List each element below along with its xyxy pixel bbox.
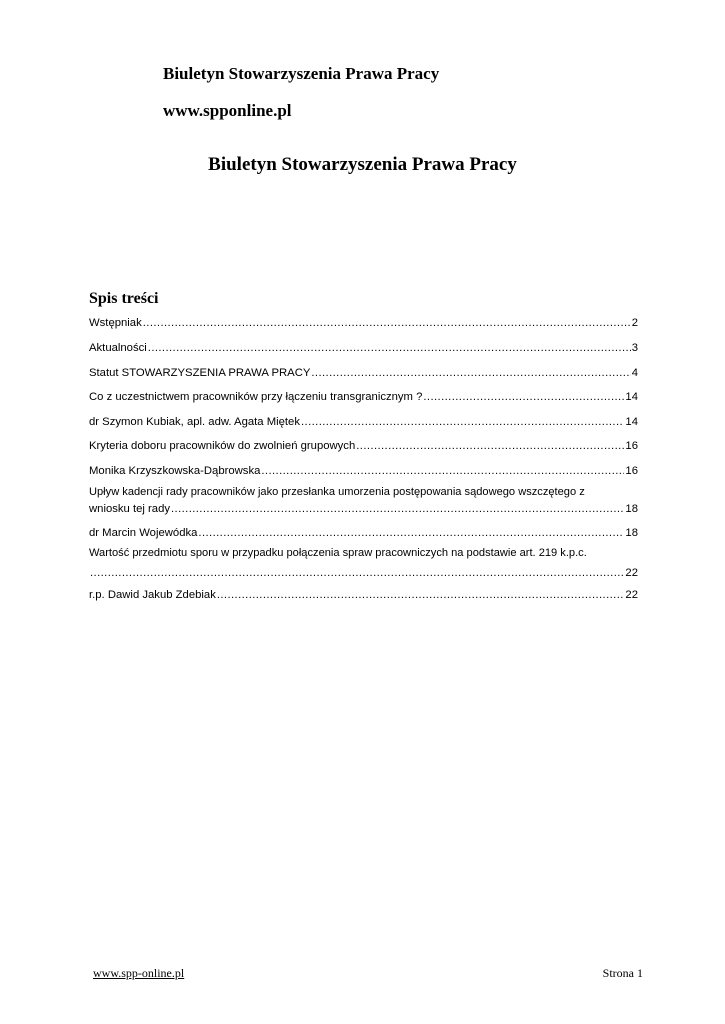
toc-entry-page: 22	[625, 589, 638, 601]
toc-entry-page: 16	[625, 440, 638, 452]
toc-entry-title: r.p. Dawid Jakub Zdebiak	[89, 589, 216, 601]
toc-entry-page: 22	[625, 567, 638, 579]
toc-entry-page: 16	[625, 465, 638, 477]
toc-entry-page: 18	[625, 503, 638, 515]
toc-entry-page: 14	[625, 416, 638, 428]
toc-leader	[148, 341, 631, 355]
toc-entry-zdebiak[interactable]	[89, 588, 638, 602]
toc-entry-wojewodka[interactable]	[89, 526, 638, 540]
toc-entry-uplyw-line1[interactable]: Upływ kadencji rady pracowników jako przesłanka umorzenia postępowania sądowego wszczętego z	[89, 486, 585, 498]
toc-entry-title: Kryteria doboru pracowników do zwolnień grupowych	[89, 440, 356, 452]
toc-leader	[301, 415, 624, 429]
toc-entry-page: 4	[631, 367, 638, 379]
toc-leader	[423, 390, 624, 404]
footer-page-number: Strona 1	[602, 966, 643, 980]
footer-website-link[interactable]: www.spp-online.pl	[93, 966, 185, 980]
toc-entry-aktualnosci[interactable]	[89, 341, 638, 355]
toc-entry-statut[interactable]	[89, 366, 638, 380]
toc-leader	[171, 502, 624, 516]
header-website: www.spponline.pl	[163, 101, 292, 120]
toc-leader	[356, 439, 624, 453]
toc-entry-page: 14	[625, 391, 638, 403]
toc-leader	[311, 366, 630, 380]
document-title: Biuletyn Stowarzyszenia Prawa Pracy	[208, 154, 517, 175]
toc-entry-title: Aktualności	[89, 342, 147, 354]
toc-entry-title: Statut STOWARZYSZENIA PRAWA PRACY	[89, 367, 311, 379]
toc-entry-page: 3	[631, 342, 638, 354]
toc-entry-wstepniak[interactable]	[89, 316, 638, 330]
toc-entry-title: wniosku tej rady	[89, 503, 170, 515]
toc-entry-uplyw[interactable]	[89, 502, 638, 516]
toc-heading: Spis treści	[89, 290, 159, 307]
toc-entry-title: Co z uczestnictwem pracowników przy łączeniu transgranicznym ?	[89, 391, 423, 403]
toc-entry-page: 18	[625, 527, 638, 539]
toc-entry-wartosc-line1[interactable]: Wartość przedmiotu sporu w przypadku połączenia spraw pracowniczych na podstawie art. 219 k.p.c.	[89, 547, 587, 559]
toc-entry-wartosc[interactable]	[89, 566, 638, 580]
toc-leader	[217, 588, 625, 602]
toc-entry-krzyszkowska[interactable]	[89, 464, 638, 478]
toc-entry-page: 2	[631, 317, 638, 329]
toc-leader	[143, 316, 631, 330]
toc-entry-uczestnictwo[interactable]	[89, 390, 638, 404]
toc-entry-title: Wstępniak	[89, 317, 142, 329]
toc-entry-kubiak[interactable]	[89, 415, 638, 429]
toc-entry-kryteria[interactable]	[89, 439, 638, 453]
header-title: Biuletyn Stowarzyszenia Prawa Pracy	[163, 64, 440, 83]
toc-leader	[198, 526, 624, 540]
toc-entry-title: dr Marcin Wojewódka	[89, 527, 198, 539]
toc-leader	[261, 464, 624, 478]
toc-leader	[90, 566, 624, 580]
toc-entry-title: Monika Krzyszkowska-Dąbrowska	[89, 465, 261, 477]
toc-entry-title: dr Szymon Kubiak, apl. adw. Agata Miętek	[89, 416, 300, 428]
